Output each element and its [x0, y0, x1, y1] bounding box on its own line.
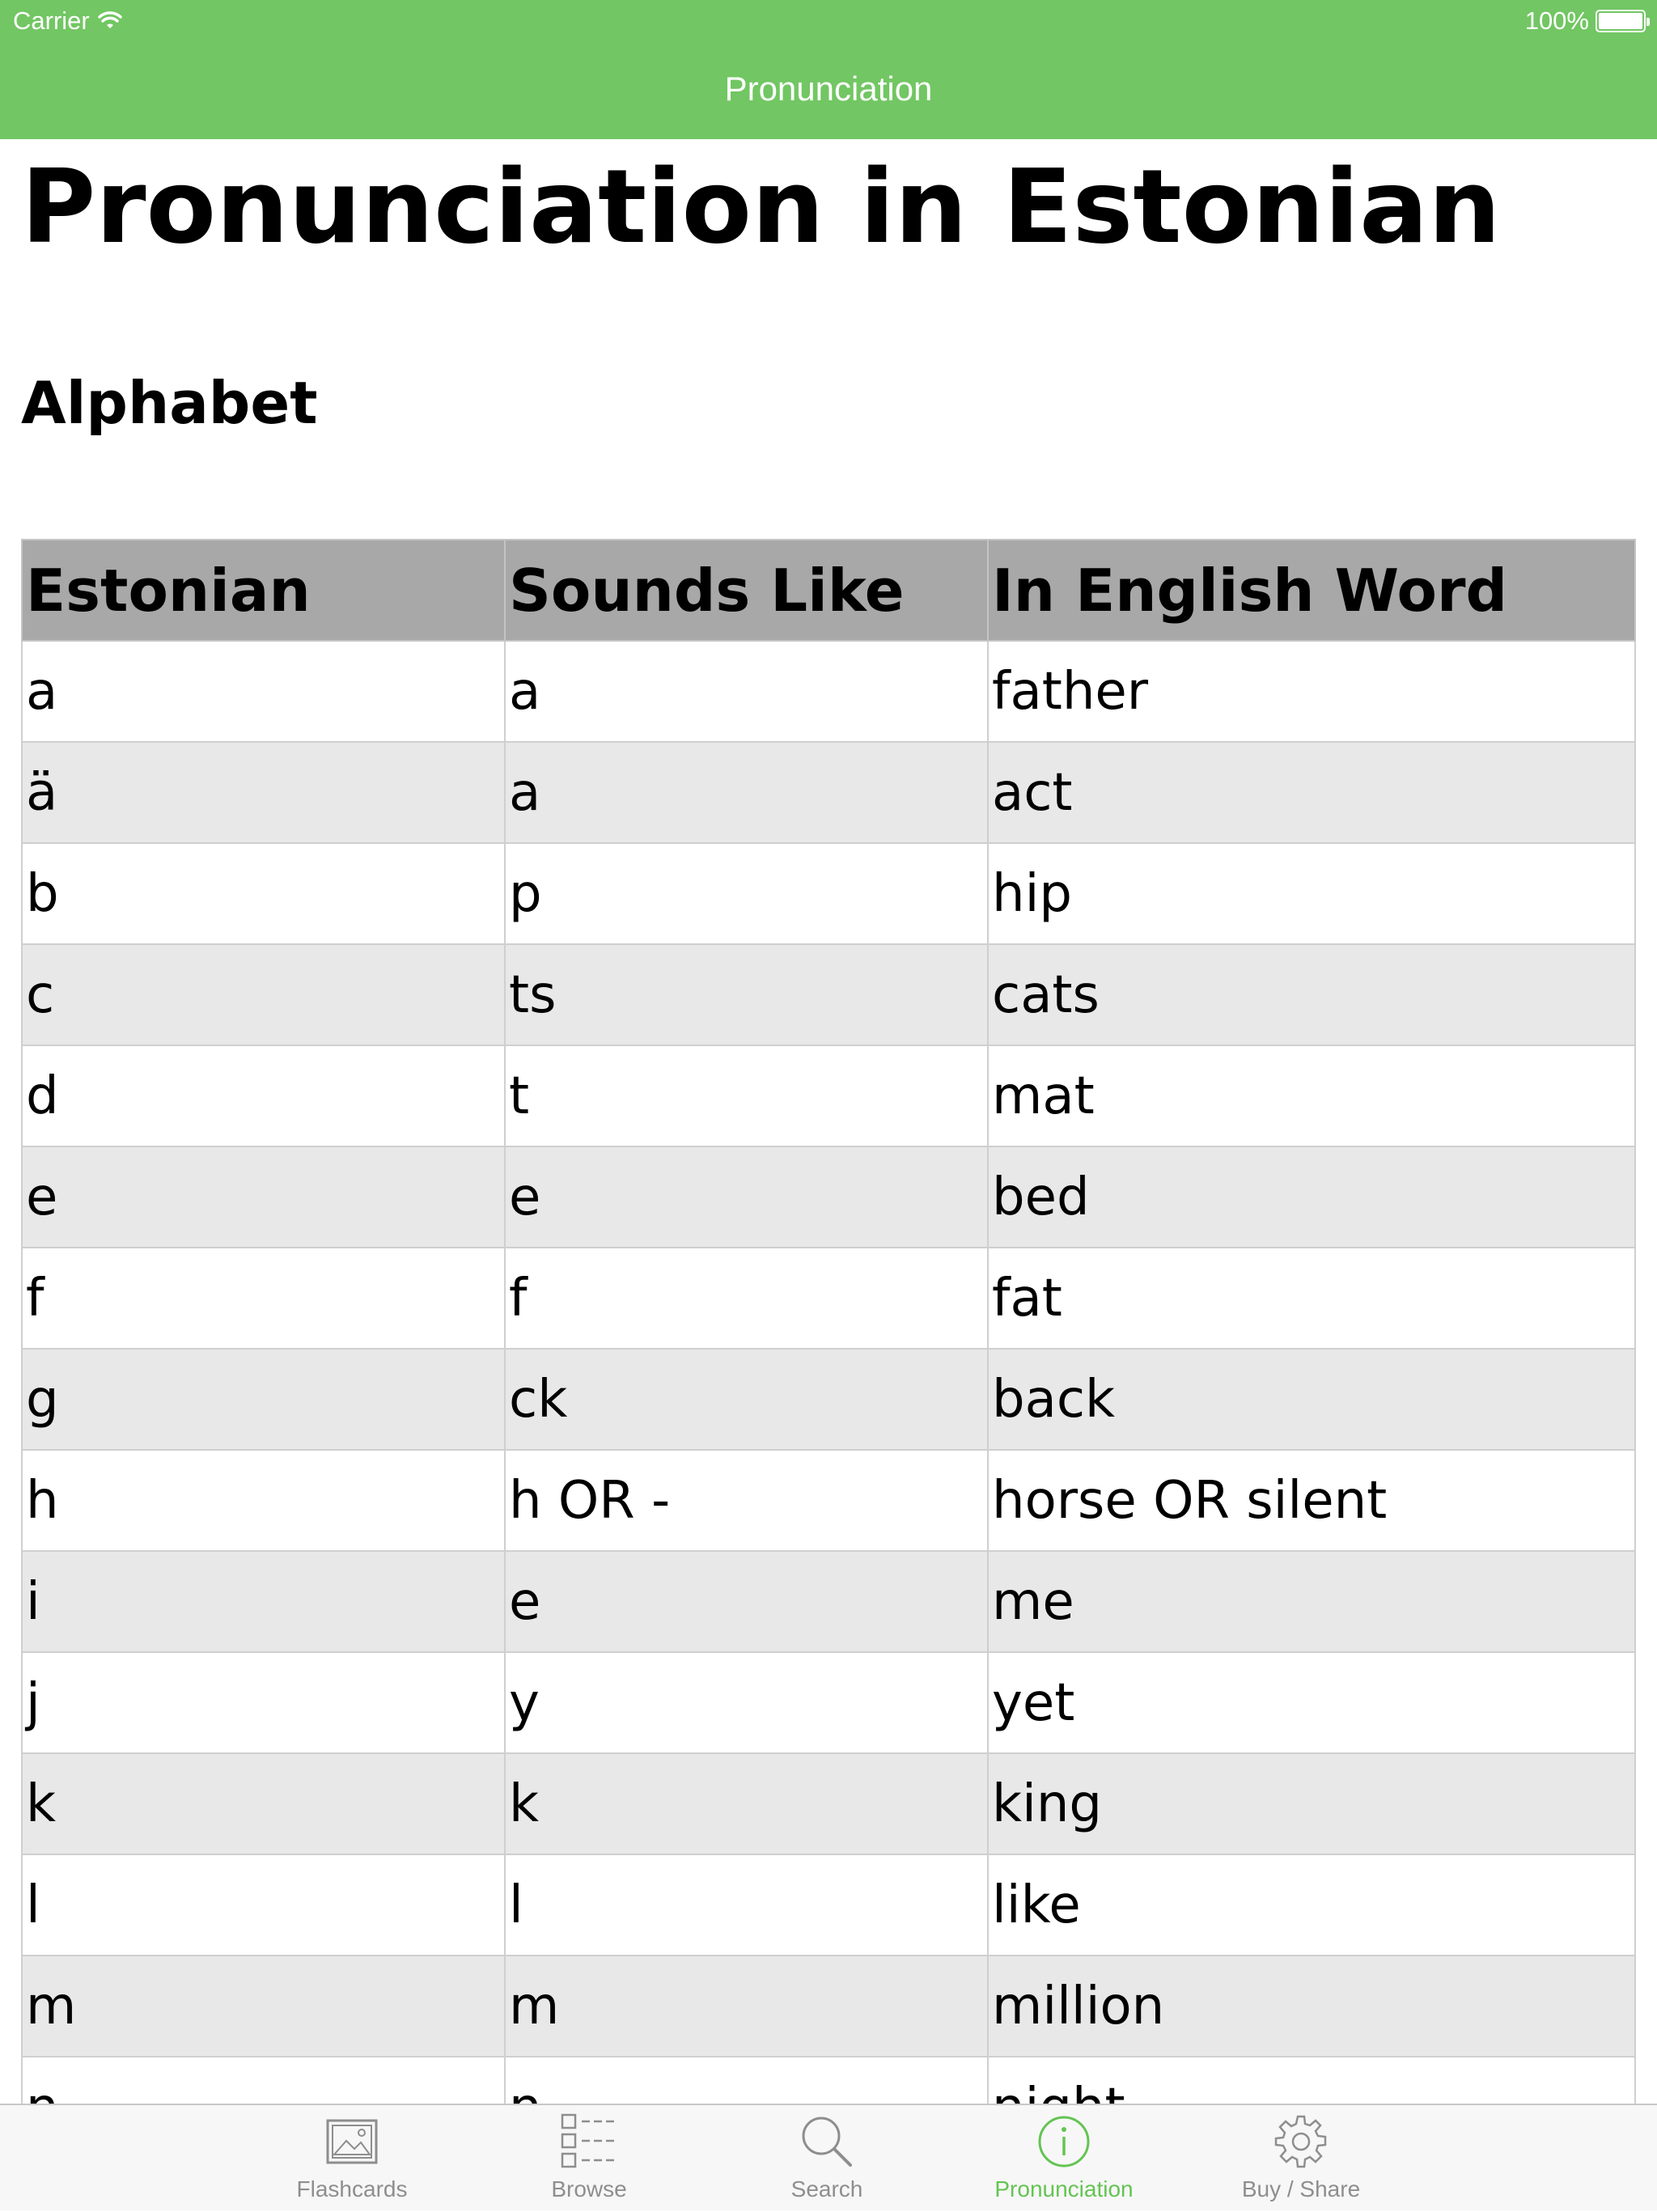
cell-english-word: father	[988, 641, 1635, 742]
column-header-estonian: Estonian	[22, 540, 505, 641]
cell-english-word: million	[988, 1956, 1635, 2057]
table-row	[22, 1146, 1635, 1248]
page-title: Pronunciation in Estonian	[21, 147, 1501, 266]
table-row	[22, 742, 1635, 843]
tab-label: Pronunciation	[994, 2176, 1134, 2201]
cell-sounds-like: a	[505, 742, 988, 843]
header	[0, 0, 1657, 139]
cell-estonian: d	[22, 1045, 505, 1146]
status-battery	[1525, 6, 1646, 36]
column-header-english-word: In English Word	[988, 540, 1635, 641]
cell-english-word: act	[988, 742, 1635, 843]
tab-label: Search	[790, 2176, 863, 2201]
tab-pronunciation[interactable]	[959, 2105, 1169, 2212]
status-carrier	[13, 6, 122, 36]
cell-sounds-like: y	[505, 1652, 988, 1753]
table-header-row	[22, 540, 1635, 641]
search-icon	[795, 2113, 859, 2170]
section-title: Alphabet	[21, 369, 318, 437]
tab-flashcards[interactable]	[247, 2105, 457, 2212]
table-row	[22, 1956, 1635, 2057]
image-icon	[320, 2113, 384, 2170]
cell-estonian: a	[22, 641, 505, 742]
cell-english-word: horse OR silent	[988, 1450, 1635, 1551]
cell-english-word: me	[988, 1551, 1635, 1652]
cell-estonian: g	[22, 1349, 505, 1450]
battery-icon	[1596, 10, 1646, 32]
cell-sounds-like: h OR -	[505, 1450, 988, 1551]
tab-label: Browse	[551, 2176, 627, 2201]
carrier-label: Carrier	[13, 6, 90, 35]
wifi-icon	[98, 11, 122, 31]
cell-english-word: like	[988, 1854, 1635, 1956]
tab-browse[interactable]	[484, 2105, 694, 2212]
cell-estonian: m	[22, 1956, 505, 2057]
tab-label: Flashcards	[296, 2176, 408, 2201]
table-row	[22, 1045, 1635, 1146]
cell-estonian: k	[22, 1753, 505, 1854]
cell-english-word: yet	[988, 1652, 1635, 1753]
cell-sounds-like: t	[505, 1045, 988, 1146]
cell-english-word: bed	[988, 1146, 1635, 1248]
cell-sounds-like: ts	[505, 944, 988, 1045]
content-webview[interactable]	[0, 139, 1657, 2104]
table-row	[22, 843, 1635, 944]
table-row	[22, 1551, 1635, 1652]
cell-sounds-like: l	[505, 1854, 988, 1956]
info-icon	[1032, 2113, 1096, 2170]
cell-sounds-like: k	[505, 1753, 988, 1854]
cell-estonian: c	[22, 944, 505, 1045]
cell-estonian: b	[22, 843, 505, 944]
cell-english-word: king	[988, 1753, 1635, 1854]
table-row	[22, 1349, 1635, 1450]
cell-english-word: hip	[988, 843, 1635, 944]
cell-english-word: back	[988, 1349, 1635, 1450]
cell-sounds-like: e	[505, 1146, 988, 1248]
table-row	[22, 1652, 1635, 1753]
tab-search[interactable]	[722, 2105, 932, 2212]
table-row	[22, 944, 1635, 1045]
table-body	[22, 641, 1635, 2158]
battery-percent: 100%	[1524, 6, 1589, 35]
tab-buy-share[interactable]	[1196, 2105, 1406, 2212]
cell-estonian: h	[22, 1450, 505, 1551]
cell-sounds-like: ck	[505, 1349, 988, 1450]
cell-sounds-like: e	[505, 1551, 988, 1652]
table-row	[22, 1753, 1635, 1854]
cell-english-word: fat	[988, 1248, 1635, 1349]
list-icon	[557, 2113, 621, 2170]
table-row	[22, 1450, 1635, 1551]
cell-estonian: f	[22, 1248, 505, 1349]
cell-sounds-like: m	[505, 1956, 988, 2057]
gear-icon	[1269, 2113, 1333, 2170]
tab-bar	[0, 2104, 1657, 2210]
cell-english-word: mat	[988, 1045, 1635, 1146]
cell-sounds-like: p	[505, 843, 988, 944]
cell-sounds-like: a	[505, 641, 988, 742]
tab-label: Buy / Share	[1241, 2176, 1361, 2201]
cell-english-word: cats	[988, 944, 1635, 1045]
table-row	[22, 641, 1635, 742]
table-row	[22, 1854, 1635, 1956]
cell-estonian: i	[22, 1551, 505, 1652]
nav-title: Pronunciation	[724, 70, 933, 108]
cell-estonian: ä	[22, 742, 505, 843]
cell-estonian: j	[22, 1652, 505, 1753]
table-row	[22, 1248, 1635, 1349]
cell-sounds-like: f	[505, 1248, 988, 1349]
pronunciation-table	[21, 539, 1636, 2159]
cell-estonian: l	[22, 1854, 505, 1956]
cell-estonian: e	[22, 1146, 505, 1248]
column-header-sounds-like: Sounds Like	[505, 540, 988, 641]
